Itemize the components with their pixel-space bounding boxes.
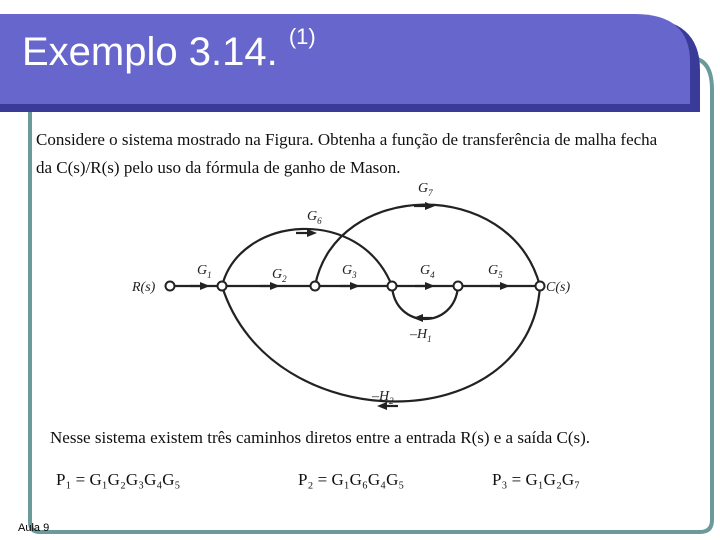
h2-branch	[222, 286, 540, 402]
title-text: Exemplo 3.14.	[22, 30, 278, 74]
paths-note: Nesse sistema existem três caminhos diretos entre a entrada R(s) e a saída C(s).	[50, 428, 591, 447]
path-2-formula: P₂ = G₁G₆G₄G₅	[298, 470, 405, 489]
h1-label: $-H_1$	[410, 327, 432, 344]
g6-branch	[222, 229, 392, 286]
g7-label: $G_7$	[418, 181, 433, 198]
node-3	[388, 282, 397, 291]
g3-label: $G_3$	[342, 263, 357, 280]
path-3-formula: P₃ = G₁G₂G₇	[492, 470, 581, 489]
node-1	[218, 282, 227, 291]
g2-label: $G_2$	[272, 267, 287, 284]
input-label: R(s)	[132, 280, 156, 295]
title-superscript: (1)	[288, 24, 316, 49]
node-input	[166, 282, 175, 291]
h2-label: $-H_2$	[372, 389, 394, 406]
g1-label: $G_1$	[197, 263, 212, 280]
footer-label: Aula 9	[18, 522, 50, 534]
g5-label: $G_5$	[488, 263, 503, 280]
node-4	[454, 282, 463, 291]
g4-label: $G_4$	[420, 263, 435, 280]
node-output	[536, 282, 545, 291]
h1-branch	[392, 286, 458, 319]
output-label: C(s)	[546, 280, 571, 295]
g6-label: $G_6$	[307, 209, 322, 226]
intro-line-2: da C(s)/R(s) pelo uso da fórmula de ganho de Mason.	[36, 158, 401, 177]
intro-line-1: Considere o sistema mostrado na Figura. Obtenha a função de transferência de malha fecha	[36, 130, 658, 149]
node-2	[311, 282, 320, 291]
path-1-formula: P₁ = G₁G₂G₃G₄G₅	[56, 470, 181, 489]
